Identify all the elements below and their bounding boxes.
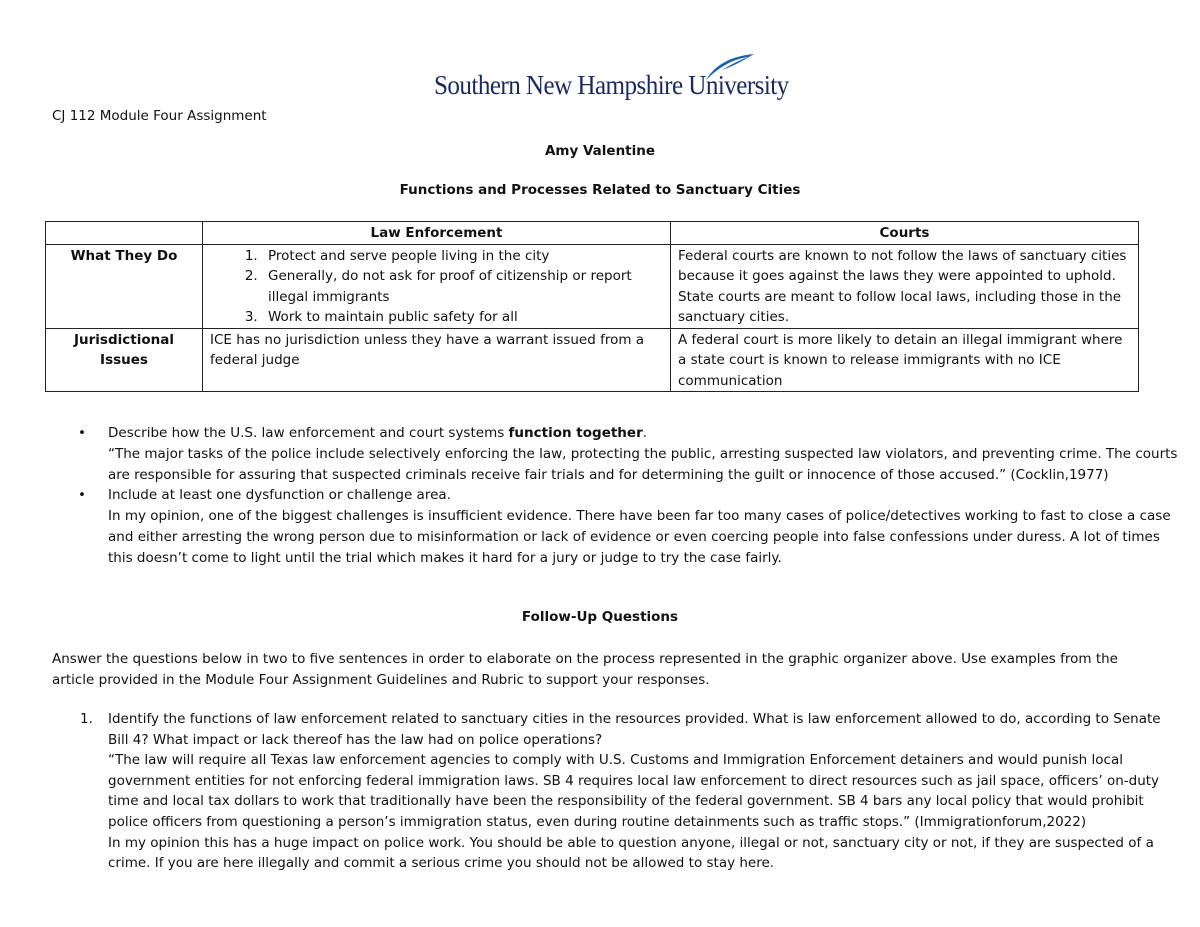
law-enforcement-list <box>210 246 663 328</box>
list-item: 1. Protect and serve people living in the city <box>262 246 663 267</box>
bullet-dot-icon: • <box>78 487 86 504</box>
courts-cell: A federal court is more likely to detain an illegal immigrant where a state court is known to release immigrants with no ICE communication <box>671 328 1139 392</box>
prompt-text: Describe how the U.S. law enforcement and court systems <box>108 425 509 441</box>
list-item: 3. Work to maintain public safety for all <box>262 307 663 328</box>
courts-cell: Federal courts are known to not follow the laws of sanctuary cities because it goes against the laws they were appointed to uphold. State courts are meant to follow local laws, including those in the sanctuary cities. <box>671 244 1139 328</box>
author-name: Amy Valentine <box>544 143 656 159</box>
question-text: Identify the functions of law enforcement related to sanctuary cities in the resources provided. What is law enforcement allowed to do, according to Senate Bill 4? What impact or lack thereof has the law had on police operations? <box>108 711 1161 748</box>
table-row <box>46 244 1139 328</box>
graphic-organizer-table <box>45 221 1139 392</box>
logo-wordmark: Southern New Hampshire University <box>434 70 789 100</box>
question-quote: “The law will require all Texas law enforcement agencies to comply with U.S. Customs and Immigration Enforcement detainers and would punish local government entities for not enforcing federal immigration laws. SB 4 requires local law enforcement to direct resources such as jail space, officers’ on-duty time and local tax dollars to work that traditionally have been the responsibility of the federal government. SB 4 bars any local policy that would prohibit police officers from questioning a person’s immigration status, even during routine detainments such as traffic stops.” (Immigrationforum,2022) <box>108 752 1160 830</box>
list-item <box>78 423 1188 485</box>
assignment-bullets <box>74 423 1188 569</box>
bullet-answer: “The major tasks of the police include selectively enforcing the law, protecting the public, arresting suspected law violators, and preventing crime. The courts are responsible for assuring that suspected criminals receive fair trials and for determining the guilt or innocence of those accused.” (Cocklin,1977) <box>108 445 1178 483</box>
table-header-courts: Courts <box>671 222 1139 245</box>
prompt-emphasis: function together <box>508 425 643 441</box>
university-logo <box>434 52 789 104</box>
bullet-answer: In my opinion, one of the biggest challenges is insufficient evidence. There have been far too many cases of police/detectives working to fast to close a case and either arresting the wrong person due to misinformation or lack of evidence or even coercing people into false confessions under duress. A lot of times this doesn’t come to light until the trial which makes it hard for a jury or judge to try the case fairly. <box>108 508 1171 566</box>
table-row <box>46 328 1139 392</box>
question-opinion: In my opinion this has a huge impact on police work. You should be able to question anyone, illegal or not, sanctuary city or not, if they are suspected of a crime. If you are here illegally and commit a serious crime you should not be allowed to stay here. <box>108 834 1154 872</box>
bullet-dot-icon: • <box>78 425 86 441</box>
table-header-law-enforcement: Law Enforcement <box>203 222 671 245</box>
list-item: 2. Generally, do not ask for proof of citizenship or report illegal immigrants <box>262 266 663 307</box>
row-label-jurisdictional-issues: Jurisdictional Issues <box>46 328 203 392</box>
question-number: 1. <box>80 711 93 727</box>
follow-up-questions <box>80 709 1170 874</box>
table-header-empty <box>46 222 203 245</box>
bullet-prompt: Include at least one dysfunction or challenge area. <box>108 487 451 504</box>
law-enforcement-cell: ICE has no jurisdiction unless they have a warrant issued from a federal judge <box>203 328 671 392</box>
follow-up-title: Follow-Up Questions <box>521 609 679 625</box>
list-item <box>80 709 1170 874</box>
prompt-text: . <box>642 425 648 441</box>
document-title: Functions and Processes Related to Sanctuary Cities <box>399 182 801 198</box>
course-title: CJ 112 Module Four Assignment <box>52 108 267 124</box>
bullet-prompt <box>108 425 647 441</box>
follow-up-intro: Answer the questions below in two to five sentences in order to elaborate on the process represented in the graphic organizer above. Use examples from the article provided in the Module Four Assignment Guidelines and Rubric to support your responses. <box>52 651 1118 688</box>
list-item <box>78 485 1188 568</box>
row-label-what-they-do: What They Do <box>46 244 203 328</box>
table-header-row <box>46 222 1139 245</box>
law-enforcement-cell <box>203 244 671 328</box>
